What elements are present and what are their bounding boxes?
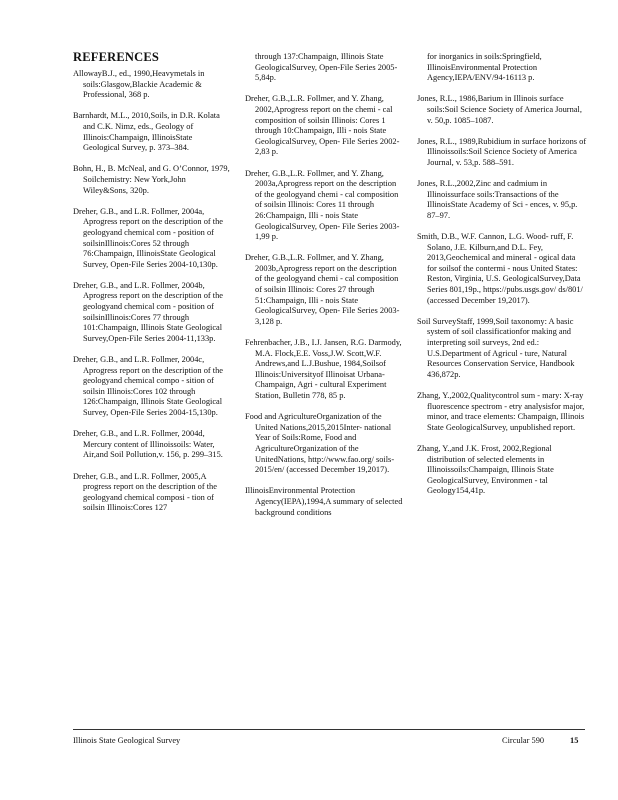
reference-entry-continued: for inorganics in soils:Springfield, IllinoisEnvironmental Protection Agency,IEPA/ENV/94-16113 p.	[427, 52, 542, 83]
references-column-2	[245, 52, 403, 529]
reference-entry: Dreher, G.B., and L.R. Follmer, 2005,A progress report on the description of the geologyand chemical composi - tion of soilsin Illinois:Cores 127	[73, 471, 217, 513]
footer-circular-number: Circular 590	[502, 736, 545, 745]
reference-entry: IllinoisEnvironmental Protection Agency(IEPA),1994,A summary of selected background conditions	[245, 486, 403, 517]
reference-entry: AllowayB.J., ed., 1990,Heavymetals in soils:Glasgow,Blackie Academic & Professional, 368 p.	[73, 69, 205, 100]
reference-entry: Dreher, G.B., and L.R. Follmer, 2004b, Aprogress report on the description of the geologyand chemical com - position of soilsinIllinois:Cores 77 through 101:Champaign, Illinois State Geological Survey,Open-File Series 2004-11,133p.	[73, 280, 224, 343]
reference-entry: Zhang, Y.,and J.K. Frost, 2002,Regional distribution of selected elements in Illinoissoils:Champaign, Illinois State GeologicalSurvey, Environmen - tal Geology154,41p.	[417, 443, 554, 496]
reference-entry: Zhang, Y.,2002,Qualitycontrol sum - mary: X-ray fluorescence spectrom - etry analysisfor major, minor, and trace elements: Champaign, Illinois State GeologicalSurvey, unpublished report.	[417, 391, 585, 432]
references-column-3	[417, 52, 587, 508]
reference-entry: Jones, R.L., 1986,Barium in Illinois surface soils:Soil Science Society of America Journal, v. 50,p. 1085–1087.	[417, 94, 582, 125]
reference-entry: Food and AgricultureOrganization of the United Nations,2015,2015Inter- national Year of Soils:Rome, Food and AgricultureOrganization of the UnitedNations, http://www.fao.org/ soils-2015/en/ (accessed December 19,2017).	[245, 412, 395, 475]
references-heading: REFERENCES	[73, 50, 160, 64]
reference-entry: Jones, R.L.,2002,Zinc and cadmium in Illinoissurface soils:Transactions of the IllinoisState Academy of Sci - ences, v. 95,p. 87–97.	[417, 179, 578, 220]
reference-entry: Fehrenbacher, J.B., I.J. Jansen, R.G. Darmody, M.A. Flock,E.E. Voss,J.W. Scott,W.F. Andrews,and L.J.Bushue, 1984,Soilsof Illinois:Universityof Illinoisat Urbana-Champaign, Agri - cultural Experiment Station, Bulletin 778, 85 p.	[245, 338, 402, 400]
reference-entry-continued: through 137:Champaign, Illinois State GeologicalSurvey, Open-File Series 2005-5,84p.	[255, 52, 398, 83]
reference-entry: Dreher, G.B., and L.R. Follmer, 2004d, Mercury content of Illinoissoils: Water, Air,and Soil Pollution,v. 156, p. 299–315.	[73, 429, 223, 460]
references-column-1	[73, 50, 231, 525]
footer-publisher: Illinois State Geological Survey	[73, 736, 181, 745]
reference-entry: Barnhardt, M.L., 2010,Soils, in D.R. Kolata and C.K. Nimz, eds., Geology of Illinois:Champaign, IllinoisState Geological Survey, p. 373–384.	[73, 111, 220, 153]
page-number: 15	[570, 736, 579, 745]
reference-entry: Bohn, H., B. McNeal, and G. O’Connor, 1979, Soilchemistry: New York,John Wiley&Sons, 320p.	[73, 164, 230, 195]
reference-entry: Dreher, G.B.,L.R. Follmer, and Y. Zhang, 2002,Aprogress report on the chemi - cal composition of soilsin Illinois: Cores 1 through 10:Champaign, Illi - nois State GeologicalSurvey, Open- File Series 2002-2,83 p.	[245, 94, 400, 157]
footer-divider	[73, 729, 585, 730]
reference-entry: Dreher, G.B., and L.R. Follmer, 2004c, Aprogress report on the description of the geologyand chemical compo - sition of soilsin Illinois:Cores 102 through 126:Champaign, Illinois State Geological Survey, Open-File Series 2004-15,130p.	[73, 355, 224, 417]
reference-entry: Dreher, G.B.,L.R. Follmer, and Y. Zhang, 2003b,Aprogress report on the description of the geologyand chemi - cal composition of soilsin Illinois: Cores 27 through 51:Champaign, Illi - nois State GeologicalSurvey, Open- File Series 2003-3,128 p.	[245, 253, 400, 326]
reference-entry: Dreher, G.B., and L.R. Follmer, 2004a, Aprogress report on the description of the geologyand chemical com - position of soilsinIllinois:Cores 52 through 76:Champaign, IllinoisState Geological Survey, Open-File Series 2004-10,130p.	[73, 206, 224, 269]
reference-entry: Dreher, G.B.,L.R. Follmer, and Y. Zhang, 2003a,Aprogress report on the description of the geologyand chemi - cal composition of soilsin Illinois: Cores 11 through 26:Champaign, Illi - nois State GeologicalSurvey, Open- File Series 2003-1,99 p.	[245, 168, 400, 242]
reference-entry: Jones, R.L., 1989,Rubidium in surface horizons of Illinoissoils:Soil Science Society of America Journal, v. 53,p. 588–591.	[417, 136, 587, 167]
reference-entry: Smith, D.B., W.F. Cannon, L.G. Wood- ruff, F. Solano, J.E. Kilburn,and D.L. Fey, 2013,Geochemical and mineral - ogical data for soilsof the contermi - nous United States: Reston, Virginia, U.S. GeologicalSurvey,Data Series 801,19p., https://pubs.usgs.gov/ ds/801/ (accessed December 19,2017).	[417, 232, 583, 305]
reference-entry: Soil SurveyStaff, 1999,Soil taxonomy: A basic system of soil classificationfor making and interpreting soil surveys, 2nd ed.: U.S.Department of Agricul - ture, Natural Resources Conservation Service, Handbook 436,872p.	[417, 316, 575, 379]
